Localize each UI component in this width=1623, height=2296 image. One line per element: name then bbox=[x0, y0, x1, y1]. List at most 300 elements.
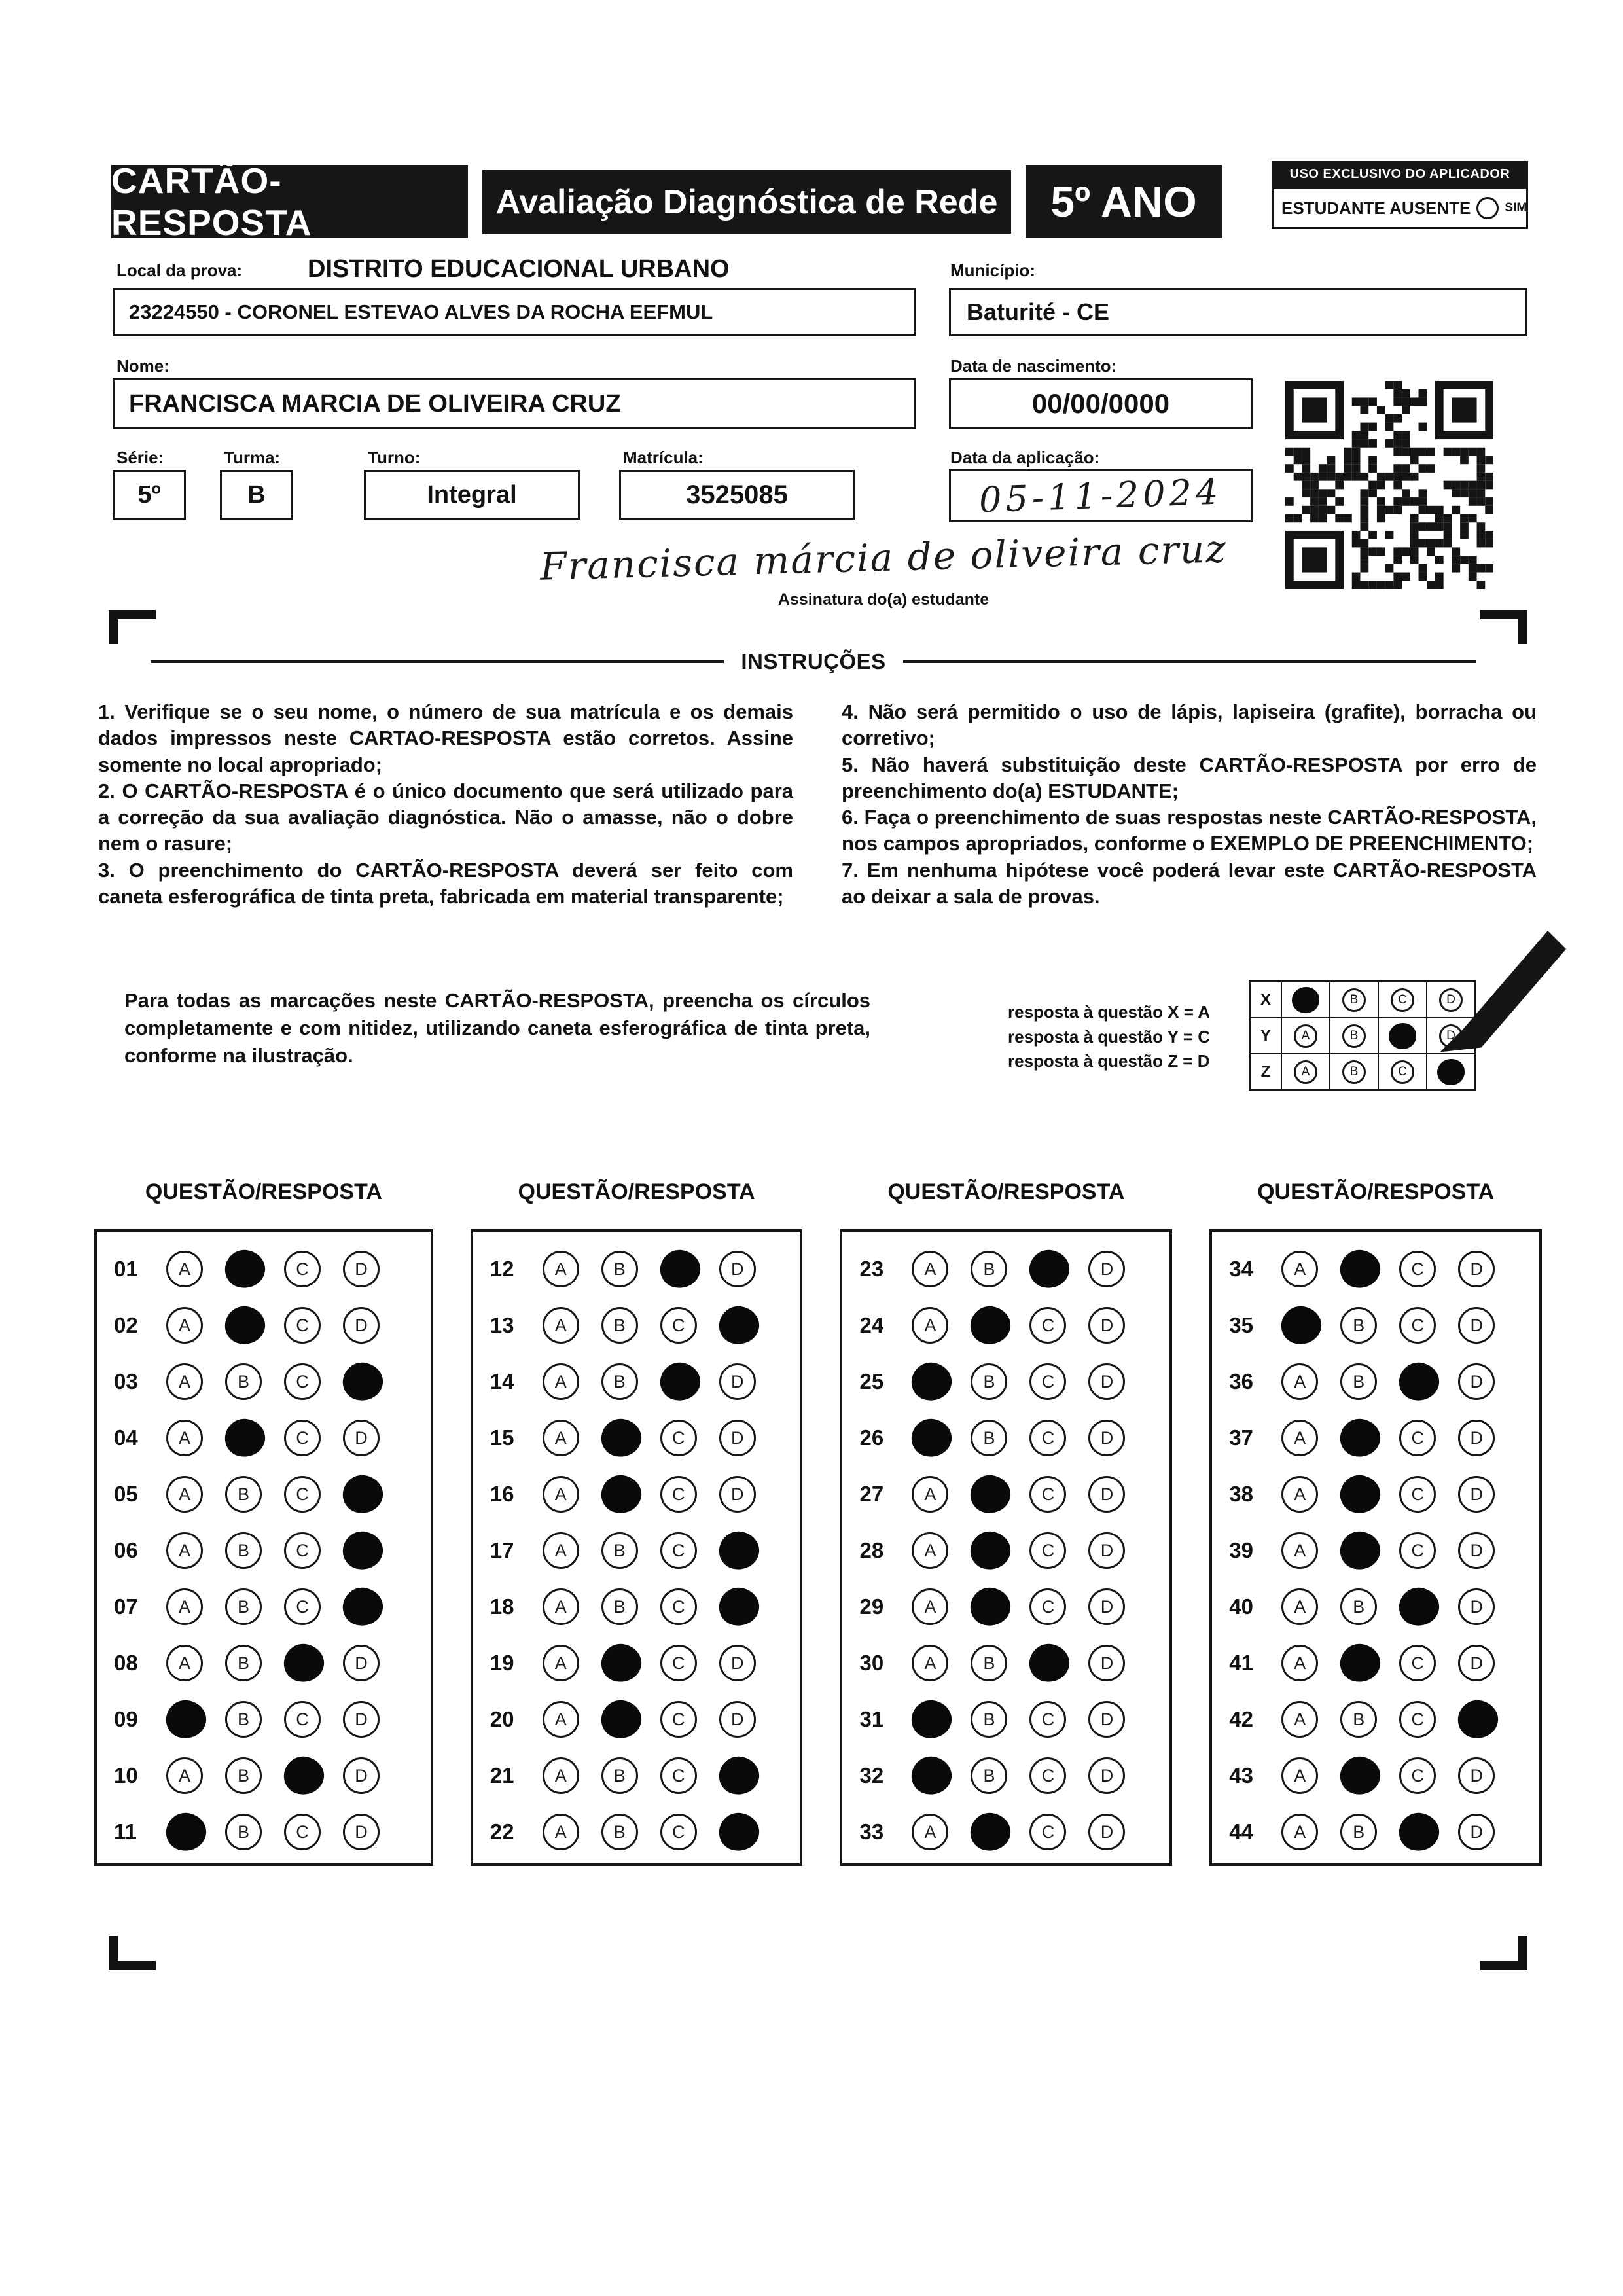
bubble-C[interactable]: C bbox=[1029, 1588, 1066, 1625]
bubble-B[interactable]: B bbox=[971, 1701, 1007, 1738]
turno-field: Integral bbox=[364, 470, 580, 520]
serie-field: 5º bbox=[113, 470, 186, 520]
bubble-A[interactable]: A bbox=[543, 1363, 579, 1400]
bubble-D[interactable]: D bbox=[1088, 1757, 1125, 1794]
bubble-A[interactable]: A bbox=[912, 1532, 948, 1569]
bubble-B-filled[interactable] bbox=[1338, 1416, 1383, 1460]
bubble-B[interactable]: B bbox=[971, 1420, 1007, 1456]
bubble-A[interactable]: A bbox=[543, 1251, 579, 1287]
municipio-field: Baturité - CE bbox=[949, 288, 1527, 336]
bubble-C[interactable]: C bbox=[284, 1420, 321, 1456]
example-cell bbox=[1378, 1054, 1426, 1089]
bubble-C[interactable]: C bbox=[284, 1476, 321, 1513]
answer-row-21 bbox=[490, 1748, 800, 1804]
bubble-D[interactable]: D bbox=[343, 1814, 380, 1850]
example-cell bbox=[1378, 1018, 1426, 1053]
bubble-D[interactable]: D bbox=[1458, 1307, 1495, 1344]
bubble-D[interactable]: D bbox=[1088, 1363, 1125, 1400]
local-value: DISTRITO EDUCACIONAL URBANO bbox=[308, 255, 730, 283]
instruction-item: 3. O preenchimento do CARTÃO-RESPOSTA deverá ser feito com caneta esferográfica de tinta preta, fabricada em material transparente; bbox=[98, 858, 793, 908]
bubble-D[interactable]: D bbox=[1088, 1476, 1125, 1513]
bubble-D[interactable]: D bbox=[1088, 1814, 1125, 1850]
bubble-D[interactable]: D bbox=[719, 1363, 756, 1400]
question-number: 39 bbox=[1229, 1538, 1253, 1562]
bubble-C[interactable]: C bbox=[284, 1588, 321, 1625]
bubble-A[interactable]: A bbox=[912, 1251, 948, 1287]
bubble-B-filled[interactable] bbox=[222, 1416, 268, 1460]
bubble-A[interactable]: A bbox=[543, 1701, 579, 1738]
example-legend-line: resposta à questão Y = C bbox=[1008, 1026, 1211, 1047]
bubble-B-filled[interactable] bbox=[222, 1303, 268, 1348]
answer-column-header: QUESTÃO/RESPOSTA bbox=[887, 1179, 1125, 1204]
bubble-A-filled[interactable] bbox=[909, 1416, 955, 1460]
school-field: 23224550 - CORONEL ESTEVAO ALVES DA ROCHA EEFMUL bbox=[113, 288, 916, 336]
bubble-D[interactable]: D bbox=[343, 1420, 380, 1456]
bubble-C-filled[interactable] bbox=[657, 1359, 703, 1404]
bubble-D-filled[interactable] bbox=[1455, 1697, 1501, 1742]
bubble-C[interactable]: C bbox=[284, 1701, 321, 1738]
answer-row-44 bbox=[1229, 1804, 1539, 1860]
example-bubble-C: C bbox=[1391, 988, 1414, 1012]
example-cell bbox=[1329, 1018, 1378, 1053]
bubble-C[interactable]: C bbox=[660, 1814, 697, 1850]
example-paragraph: Para todas as marcações neste CARTÃO-RESPOSTA, preencha os círculos completamente e com nitidez, utilizando caneta esferográfica de tinta preta, conforme na ilustração. bbox=[124, 989, 870, 1067]
question-number: 15 bbox=[490, 1426, 514, 1450]
bubble-D[interactable]: D bbox=[1458, 1420, 1495, 1456]
question-number: 42 bbox=[1229, 1707, 1253, 1731]
exam-title: Avaliação Diagnóstica de Rede bbox=[482, 170, 1011, 234]
answer-column-2 bbox=[471, 1179, 803, 1866]
bubble-A[interactable]: A bbox=[166, 1588, 203, 1625]
bubble-B[interactable]: B bbox=[971, 1645, 1007, 1681]
bubble-C-filled[interactable] bbox=[1027, 1247, 1073, 1291]
answer-row-08 bbox=[114, 1635, 431, 1691]
bubble-D-filled[interactable] bbox=[340, 1472, 385, 1516]
bubble-D[interactable]: D bbox=[1458, 1251, 1495, 1287]
bubble-D[interactable]: D bbox=[1458, 1814, 1495, 1850]
bubble-A[interactable]: A bbox=[543, 1532, 579, 1569]
answer-row-39 bbox=[1229, 1522, 1539, 1579]
bubble-A[interactable]: A bbox=[166, 1476, 203, 1513]
bubble-B-filled[interactable] bbox=[1338, 1753, 1383, 1798]
bubble-A[interactable]: A bbox=[1281, 1645, 1318, 1681]
bubble-D[interactable]: D bbox=[1088, 1307, 1125, 1344]
student-signature: Francisca márcia de oliveira cruz bbox=[539, 526, 1228, 589]
bubble-D[interactable]: D bbox=[1088, 1532, 1125, 1569]
example-cell bbox=[1281, 1018, 1329, 1053]
question-number: 40 bbox=[1229, 1594, 1253, 1619]
absent-box bbox=[1272, 187, 1528, 229]
bubble-D[interactable]: D bbox=[343, 1645, 380, 1681]
bubble-B[interactable]: B bbox=[1340, 1814, 1377, 1850]
question-number: 34 bbox=[1229, 1257, 1253, 1281]
bubble-A[interactable]: A bbox=[1281, 1701, 1318, 1738]
answer-column-4 bbox=[1209, 1179, 1542, 1866]
bubble-C[interactable]: C bbox=[1029, 1814, 1066, 1850]
bubble-C[interactable]: C bbox=[660, 1532, 697, 1569]
absent-checkbox[interactable] bbox=[1476, 197, 1499, 219]
question-number: 14 bbox=[490, 1369, 514, 1393]
question-number: 23 bbox=[859, 1257, 884, 1281]
bubble-B-filled[interactable] bbox=[598, 1697, 644, 1742]
answer-row-36 bbox=[1229, 1354, 1539, 1410]
question-number: 37 bbox=[1229, 1426, 1253, 1450]
bubble-A[interactable]: A bbox=[543, 1420, 579, 1456]
bubble-A[interactable]: A bbox=[543, 1814, 579, 1850]
instructions-header bbox=[151, 649, 1476, 674]
answers-section bbox=[94, 1179, 1542, 1866]
bubble-C[interactable]: C bbox=[1029, 1757, 1066, 1794]
example-cell bbox=[1378, 982, 1426, 1017]
bubble-B-filled[interactable] bbox=[968, 1472, 1014, 1516]
question-number: 11 bbox=[114, 1820, 137, 1844]
bubble-D[interactable]: D bbox=[343, 1701, 380, 1738]
bubble-C[interactable]: C bbox=[284, 1307, 321, 1344]
bubble-A-filled[interactable] bbox=[909, 1697, 955, 1742]
serie-label: Série: bbox=[116, 448, 164, 467]
bubble-A-filled[interactable] bbox=[163, 1697, 209, 1742]
bubble-A[interactable]: A bbox=[1281, 1814, 1318, 1850]
turno-label: Turno: bbox=[368, 448, 421, 467]
bubble-A-filled[interactable] bbox=[163, 1810, 209, 1854]
bubble-C[interactable]: C bbox=[1399, 1645, 1436, 1681]
bubble-B[interactable]: B bbox=[971, 1757, 1007, 1794]
answer-row-30 bbox=[859, 1635, 1169, 1691]
bubble-B-filled[interactable] bbox=[222, 1247, 268, 1291]
bubble-C-filled[interactable] bbox=[281, 1641, 327, 1685]
bubble-B[interactable]: B bbox=[1340, 1701, 1377, 1738]
bubble-A[interactable]: A bbox=[912, 1476, 948, 1513]
bubble-B[interactable]: B bbox=[225, 1532, 262, 1569]
bubble-C[interactable]: C bbox=[660, 1307, 697, 1344]
question-number: 31 bbox=[859, 1707, 884, 1731]
example-bubble-B: B bbox=[1342, 1060, 1366, 1084]
bubble-A[interactable]: A bbox=[912, 1588, 948, 1625]
bubble-C[interactable]: C bbox=[1399, 1701, 1436, 1738]
bubble-C[interactable]: C bbox=[1399, 1476, 1436, 1513]
answer-row-24 bbox=[859, 1297, 1169, 1354]
example-cell bbox=[1281, 982, 1329, 1017]
answer-row-05 bbox=[114, 1466, 431, 1522]
example-legend-line: resposta à questão Z = D bbox=[1008, 1051, 1210, 1071]
bubble-D[interactable]: D bbox=[1088, 1251, 1125, 1287]
question-number: 13 bbox=[490, 1313, 514, 1337]
divider-line-right bbox=[903, 660, 1476, 663]
example-legend-line: resposta à questão X = A bbox=[1008, 1002, 1210, 1022]
turma-label: Turma: bbox=[224, 448, 281, 467]
bubble-A[interactable]: A bbox=[543, 1476, 579, 1513]
instruction-item: 6. Faça o preenchimento de suas respostas neste CARTÃO-RESPOSTA, nos campos apropriados, conforme o EXEMPLO DE PREENCHIMENTO; bbox=[842, 806, 1537, 855]
sheet-title: CARTÃO-RESPOSTA bbox=[111, 165, 468, 238]
bubble-D[interactable]: D bbox=[1088, 1420, 1125, 1456]
bubble-D[interactable]: D bbox=[719, 1420, 756, 1456]
municipio-label: Município: bbox=[950, 260, 1035, 280]
bubble-C[interactable]: C bbox=[1399, 1251, 1436, 1287]
nascimento-label: Data de nascimento: bbox=[950, 356, 1117, 376]
bubble-B-filled[interactable] bbox=[1338, 1472, 1383, 1516]
bubble-C[interactable]: C bbox=[284, 1251, 321, 1287]
nome-label: Nome: bbox=[116, 356, 169, 376]
bubble-C-filled[interactable] bbox=[1397, 1585, 1442, 1629]
bubble-A[interactable]: A bbox=[166, 1251, 203, 1287]
question-number: 01 bbox=[114, 1257, 138, 1281]
example-bubble-A-filled bbox=[1292, 987, 1319, 1013]
answer-row-31 bbox=[859, 1691, 1169, 1748]
bubble-A[interactable]: A bbox=[1281, 1588, 1318, 1625]
bubble-A[interactable]: A bbox=[912, 1645, 948, 1681]
question-number: 33 bbox=[859, 1820, 884, 1844]
bubble-C[interactable]: C bbox=[660, 1420, 697, 1456]
bubble-A-filled[interactable] bbox=[909, 1359, 955, 1404]
bubble-A[interactable]: A bbox=[543, 1307, 579, 1344]
bubble-D-filled[interactable] bbox=[716, 1303, 762, 1348]
bubble-B[interactable]: B bbox=[601, 1532, 638, 1569]
question-number: 32 bbox=[859, 1763, 884, 1787]
question-number: 02 bbox=[114, 1313, 138, 1337]
question-number: 09 bbox=[114, 1707, 138, 1731]
bubble-D[interactable]: D bbox=[1458, 1757, 1495, 1794]
bubble-B[interactable]: B bbox=[601, 1307, 638, 1344]
bubble-D-filled[interactable] bbox=[340, 1528, 385, 1573]
bubble-A[interactable]: A bbox=[1281, 1251, 1318, 1287]
aplicacao-handwritten-date: 05-11-2024 bbox=[978, 471, 1223, 520]
bubble-D-filled[interactable] bbox=[716, 1753, 762, 1798]
answer-row-43 bbox=[1229, 1748, 1539, 1804]
bubble-B[interactable]: B bbox=[225, 1814, 262, 1850]
bubble-C-filled[interactable] bbox=[1027, 1641, 1073, 1685]
bubble-A[interactable]: A bbox=[912, 1814, 948, 1850]
bubble-B[interactable]: B bbox=[225, 1476, 262, 1513]
bubble-B-filled[interactable] bbox=[598, 1641, 644, 1685]
bubble-C[interactable]: C bbox=[1399, 1420, 1436, 1456]
bubble-D[interactable]: D bbox=[1088, 1645, 1125, 1681]
answer-row-34 bbox=[1229, 1241, 1539, 1297]
answer-column-1 bbox=[94, 1179, 433, 1866]
corner-mark-bottom-right bbox=[1480, 1936, 1527, 1970]
bubble-C[interactable]: C bbox=[1029, 1701, 1066, 1738]
bubble-D[interactable]: D bbox=[719, 1476, 756, 1513]
bubble-A-filled[interactable] bbox=[1279, 1303, 1325, 1348]
bubble-D-filled[interactable] bbox=[716, 1810, 762, 1854]
example-bubble-D: D bbox=[1439, 988, 1463, 1012]
bubble-B[interactable]: B bbox=[225, 1363, 262, 1400]
bubble-D[interactable]: D bbox=[1458, 1476, 1495, 1513]
answer-row-03 bbox=[114, 1354, 431, 1410]
example-legend bbox=[1008, 1000, 1250, 1074]
bubble-D[interactable]: D bbox=[719, 1251, 756, 1287]
answer-row-14 bbox=[490, 1354, 800, 1410]
answer-row-42 bbox=[1229, 1691, 1539, 1748]
bubble-D[interactable]: D bbox=[719, 1701, 756, 1738]
question-number: 43 bbox=[1229, 1763, 1253, 1787]
answer-row-38 bbox=[1229, 1466, 1539, 1522]
example-bubble-D-filled bbox=[1437, 1059, 1465, 1085]
bubble-D[interactable]: D bbox=[343, 1251, 380, 1287]
grade-badge: 5º ANO bbox=[1026, 165, 1222, 238]
bubble-B[interactable]: B bbox=[971, 1251, 1007, 1287]
bubble-B-filled[interactable] bbox=[598, 1416, 644, 1460]
instructions-right-column bbox=[842, 699, 1537, 910]
question-number: 04 bbox=[114, 1426, 138, 1450]
bubble-A[interactable]: A bbox=[543, 1588, 579, 1625]
bubble-C[interactable]: C bbox=[1029, 1420, 1066, 1456]
bubble-B[interactable]: B bbox=[225, 1757, 262, 1794]
bubble-A[interactable]: A bbox=[543, 1757, 579, 1794]
aplicador-bar: USO EXCLUSIVO DO APLICADOR bbox=[1272, 161, 1528, 187]
bubble-A[interactable]: A bbox=[166, 1645, 203, 1681]
example-cell bbox=[1426, 1054, 1474, 1089]
bubble-B-filled[interactable] bbox=[968, 1585, 1014, 1629]
signature-label: Assinatura do(a) estudante bbox=[777, 590, 990, 609]
bubble-B[interactable]: B bbox=[1340, 1307, 1377, 1344]
example-question-label: Y bbox=[1260, 1026, 1271, 1045]
answer-row-41 bbox=[1229, 1635, 1539, 1691]
bubble-B-filled[interactable] bbox=[1338, 1247, 1383, 1291]
bubble-C-filled[interactable] bbox=[1397, 1359, 1442, 1404]
bubble-B[interactable]: B bbox=[601, 1363, 638, 1400]
qr-code bbox=[1285, 381, 1493, 589]
bubble-C[interactable]: C bbox=[1029, 1307, 1066, 1344]
example-bubble-C: C bbox=[1391, 1060, 1414, 1084]
bubble-B[interactable]: B bbox=[1340, 1588, 1377, 1625]
question-number: 18 bbox=[490, 1594, 514, 1619]
answer-column-3 bbox=[840, 1179, 1172, 1866]
bubble-D-filled[interactable] bbox=[716, 1528, 762, 1573]
bubble-C[interactable]: C bbox=[284, 1363, 321, 1400]
bubble-B-filled[interactable] bbox=[1338, 1528, 1383, 1573]
bubble-B[interactable]: B bbox=[1340, 1363, 1377, 1400]
local-label: Local da prova: bbox=[116, 260, 243, 280]
answer-row-10 bbox=[114, 1748, 431, 1804]
bubble-C[interactable]: C bbox=[1399, 1532, 1436, 1569]
corner-mark-bottom-left bbox=[109, 1936, 156, 1970]
corner-mark-top-left bbox=[109, 610, 156, 644]
bubble-B[interactable]: B bbox=[225, 1701, 262, 1738]
bubble-A[interactable]: A bbox=[1281, 1532, 1318, 1569]
bubble-C[interactable]: C bbox=[660, 1645, 697, 1681]
answer-row-01 bbox=[114, 1241, 431, 1297]
bubble-B-filled[interactable] bbox=[598, 1472, 644, 1516]
bubble-C[interactable]: C bbox=[660, 1588, 697, 1625]
bubble-D-filled[interactable] bbox=[340, 1585, 385, 1629]
bubble-B[interactable]: B bbox=[225, 1588, 262, 1625]
bubble-D[interactable]: D bbox=[1088, 1588, 1125, 1625]
pen-illustration bbox=[1433, 922, 1571, 1059]
corner-mark-top-right bbox=[1480, 610, 1527, 644]
bubble-D[interactable]: D bbox=[1458, 1532, 1495, 1569]
question-number: 24 bbox=[859, 1313, 884, 1337]
question-number: 21 bbox=[490, 1763, 514, 1787]
bubble-B[interactable]: B bbox=[601, 1251, 638, 1287]
bubble-B-filled[interactable] bbox=[968, 1810, 1014, 1854]
bubble-A[interactable]: A bbox=[166, 1757, 203, 1794]
answer-row-37 bbox=[1229, 1410, 1539, 1466]
bubble-B[interactable]: B bbox=[601, 1757, 638, 1794]
bubble-A-filled[interactable] bbox=[909, 1753, 955, 1798]
bubble-B-filled[interactable] bbox=[968, 1528, 1014, 1573]
absent-label: ESTUDANTE AUSENTE bbox=[1281, 198, 1471, 218]
answer-row-33 bbox=[859, 1804, 1169, 1860]
bubble-C[interactable]: C bbox=[660, 1701, 697, 1738]
bubble-A[interactable]: A bbox=[166, 1532, 203, 1569]
bubble-C[interactable]: C bbox=[1029, 1363, 1066, 1400]
bubble-A[interactable]: A bbox=[1281, 1363, 1318, 1400]
answer-row-27 bbox=[859, 1466, 1169, 1522]
bubble-C[interactable]: C bbox=[1029, 1532, 1066, 1569]
bubble-A[interactable]: A bbox=[166, 1420, 203, 1456]
bubble-C-filled[interactable] bbox=[1397, 1810, 1442, 1854]
bubble-A[interactable]: A bbox=[912, 1307, 948, 1344]
bubble-B-filled[interactable] bbox=[968, 1303, 1014, 1348]
answer-column-header: QUESTÃO/RESPOSTA bbox=[1257, 1179, 1495, 1204]
bubble-B-filled[interactable] bbox=[1338, 1641, 1383, 1685]
bubble-C-filled[interactable] bbox=[281, 1753, 327, 1798]
bubble-B[interactable]: B bbox=[971, 1363, 1007, 1400]
bubble-A[interactable]: A bbox=[166, 1363, 203, 1400]
bubble-A[interactable]: A bbox=[543, 1645, 579, 1681]
bubble-C[interactable]: C bbox=[284, 1814, 321, 1850]
answer-row-23 bbox=[859, 1241, 1169, 1297]
bubble-C-filled[interactable] bbox=[657, 1247, 703, 1291]
bubble-D-filled[interactable] bbox=[716, 1585, 762, 1629]
answer-row-28 bbox=[859, 1522, 1169, 1579]
example-bubble-C-filled bbox=[1389, 1023, 1416, 1049]
bubble-C[interactable]: C bbox=[284, 1532, 321, 1569]
bubble-A[interactable]: A bbox=[1281, 1476, 1318, 1513]
bubble-D[interactable]: D bbox=[1088, 1701, 1125, 1738]
bubble-D[interactable]: D bbox=[1458, 1363, 1495, 1400]
question-number: 03 bbox=[114, 1369, 138, 1393]
nome-field: FRANCISCA MARCIA DE OLIVEIRA CRUZ bbox=[113, 378, 916, 429]
example-bubble-A: A bbox=[1294, 1024, 1317, 1048]
instruction-item: 5. Não haverá substituição deste CARTÃO-RESPOSTA por erro de preenchimento do(a) ESTUDANTE; bbox=[842, 753, 1537, 802]
question-number: 12 bbox=[490, 1257, 514, 1281]
bubble-D[interactable]: D bbox=[343, 1307, 380, 1344]
answer-row-32 bbox=[859, 1748, 1169, 1804]
example-bubble-B: B bbox=[1342, 1024, 1366, 1048]
bubble-D[interactable]: D bbox=[1458, 1588, 1495, 1625]
answer-row-02 bbox=[114, 1297, 431, 1354]
question-number: 10 bbox=[114, 1763, 138, 1787]
bubble-C[interactable]: C bbox=[1399, 1757, 1436, 1794]
answer-row-15 bbox=[490, 1410, 800, 1466]
bubble-D[interactable]: D bbox=[719, 1645, 756, 1681]
instruction-item: 2. O CARTÃO-RESPOSTA é o único documento que será utilizado para a correção da sua avaliação diagnóstica. Não o amasse, não o dobre nem o rasure; bbox=[98, 779, 793, 855]
bubble-B[interactable]: B bbox=[601, 1588, 638, 1625]
bubble-A[interactable]: A bbox=[166, 1307, 203, 1344]
bubble-A[interactable]: A bbox=[1281, 1420, 1318, 1456]
question-number: 41 bbox=[1229, 1651, 1253, 1675]
bubble-D[interactable]: D bbox=[1458, 1645, 1495, 1681]
example-cell bbox=[1329, 1054, 1378, 1089]
bubble-B[interactable]: B bbox=[225, 1645, 262, 1681]
bubble-C[interactable]: C bbox=[660, 1757, 697, 1794]
answer-row-06 bbox=[114, 1522, 431, 1579]
answer-row-17 bbox=[490, 1522, 800, 1579]
question-number: 17 bbox=[490, 1538, 514, 1562]
bubble-D[interactable]: D bbox=[343, 1757, 380, 1794]
bubble-D-filled[interactable] bbox=[340, 1359, 385, 1404]
bubble-C[interactable]: C bbox=[1399, 1307, 1436, 1344]
bubble-C[interactable]: C bbox=[1029, 1476, 1066, 1513]
bubble-A[interactable]: A bbox=[1281, 1757, 1318, 1794]
question-number: 05 bbox=[114, 1482, 138, 1506]
bubble-B[interactable]: B bbox=[601, 1814, 638, 1850]
question-number: 25 bbox=[859, 1369, 884, 1393]
bubble-C[interactable]: C bbox=[660, 1476, 697, 1513]
answer-row-25 bbox=[859, 1354, 1169, 1410]
answer-row-09 bbox=[114, 1691, 431, 1748]
